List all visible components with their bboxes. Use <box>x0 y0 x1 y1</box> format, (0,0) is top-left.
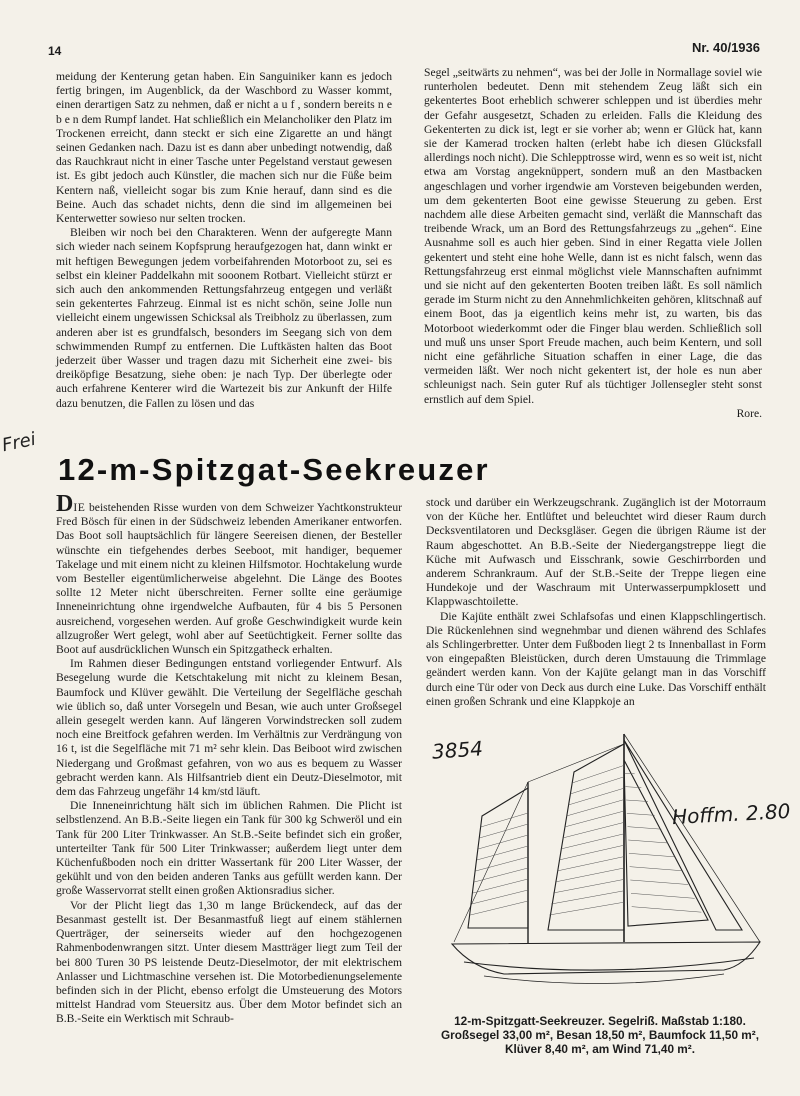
article-column-left <box>56 491 402 1027</box>
paragraph: Vor der Plicht liegt das 1,30 m lange Brückendeck, auf das der Besanmast gestellt ist. Der Besanmastfuß liegt auf einem stählernen Querträger, der seinerseits wieder auf den hochgezogenen Rahmenbodenwrangen sitzt. Unter diesem Mastträger liegt zum Teil der bei 800 Turen 30 PS leistende Deutz-Dieselmotor, der mit elektrischem Anlasser und Lichtmaschine versehen ist. Die Motorbedienungselemente befinden sich in der Plicht, ebenso erfolgt die Umsteuerung des Motors mittelst Handrad vom Steuersitz aus. Über dem Motor befindet sich an B.B.-Seite ein Werktisch mit Schraub- <box>56 898 402 1026</box>
handwritten-signature: Hoffm. 2.80 <box>671 798 791 830</box>
sail-seam-line <box>473 879 528 893</box>
figure-caption: 12-m-Spitzgatt-Seekreuzer. Segelriß. Maßstab 1:180. Großsegel 33,00 m², Besan 18,50 m², Baumfock 11,50 m², Klüver 8,40 m², am Wind 71,40 m². <box>440 1014 759 1056</box>
sail-seam-line <box>477 846 528 860</box>
sail-seam-line <box>625 787 641 788</box>
handwritten-number: 3854 <box>431 736 484 764</box>
mainsail <box>548 744 624 930</box>
lead-paragraph <box>56 491 402 657</box>
triatic-stay <box>528 744 624 782</box>
sail-seam-line <box>628 840 668 843</box>
article-title: 12-m-Spitzgat-Seekreuzer <box>58 452 490 487</box>
previous-article-column-left <box>56 70 392 411</box>
sail-seam-line <box>479 824 528 838</box>
paragraph: stock und darüber ein Werkzeugschrank. Zugänglich ist der Motorraum von der Küche her. Entlüftet und beleuchtet wird dieser Raum durch Decksventilatoren und Decksgläser. Gegen die übrigen Räume ist der Raum abgeschottet. An B.B.-Seite der Niedergangstreppe liegt die Küche mit Aufwasch und Eisschrank, sowie Geschirrborden und anderem Schrankraum. Auf der St.B.-Seite der Treppe liegen eine Hundekoje und der Waschraum mit Unterwasserpumpklosett und Klappwaschtoilette. <box>426 496 766 609</box>
author-signoff: Rore. <box>736 406 762 420</box>
margin-handwriting: Frei <box>0 428 38 457</box>
lead-caps: IE <box>73 501 86 514</box>
sail-seam-line <box>476 857 529 871</box>
sail-seam-line <box>632 907 702 913</box>
sail-seam-line <box>549 902 624 915</box>
drop-cap: D <box>56 491 74 517</box>
sail-seam-line <box>630 880 688 885</box>
sail-seam-line <box>570 777 624 794</box>
mizzen-sail <box>468 788 528 928</box>
sail-seam-line <box>563 822 624 838</box>
sail-seam-line <box>628 827 662 830</box>
paragraph: Die Inneneinrichtung hält sich im üblichen Rahmen. Die Plicht ist selbstlenzend. An B.B.-Seite liegen ein Tank für 300 kg Schweröl und ein Tank für 200 Liter Trinkwasser. An St.B.-Seite befindet sich ein großer, unterteilter Tank für 500 Liter Trinkwasser; außerdem liegt unter dem Küchenfußboden noch ein dritter Wassertank für 200 Liter Wasser, der gekühlt und von den beiden anderen Tanks aus gefüllt werden kann. Der große Wasservorrat stellt einen großen Aktionsradius sicher. <box>56 799 402 898</box>
sail-seam-line <box>630 867 682 871</box>
sail-seam-line <box>568 788 624 805</box>
keel-line <box>484 974 724 984</box>
paragraph: Bleiben wir noch bei den Charakteren. Wenn der aufgeregte Mann sich wieder nach seinem Kopfsprung heraufgezogen hat, dann winkt er mit heftigen Bewegungen jedem vorbeifahrenden Motorboot zu, sei es selbst ein kleiner Paddelkahn mit sooonem Rotbart. Vielleicht stürzt er sich auch den ankommenden Rettungsfahrzeug entgegen und verläßt sein gekentertes Fahrzeug. Einmal ist es nicht schön, seine Jolle nun vielleicht einem ungewissen Schicksal als Treibholz zu überlassen, zum anderen aber ist es grundfalsch, besonders im Seegang sich von dem schwimmenden Rumpf zu entfernen. Die Luftkästen halten das Boot jederzeit über Wasser und tragen dazu mit Sicherheit eine zwei- bis dreiköpfige Besatzung, siehe oben: je nach Typ. Der überlegte oder auch erfahrene Kenterer wird die Wartezeit bis zur Ankunft der Hilfe dazu benutzen, die Fallen zu lösen und das <box>56 226 392 410</box>
paragraph: meidung der Kenterung getan haben. Ein Sanguiniker kann es jedoch fertig bringen, im Augenblick, da der Waschbord zu Wasser kommt, einen derartigen Satz zu nehmen, daß er nicht a u f , sondern bereits n e b e n dem Rumpf landet. Hat schließlich ein Melancholiker den Platz im Trockenen erreicht, dann steckt er sich eine Zigarette an und hängt seinen Gedanken nach. Dazu ist es dann aber unbedingt notwendig, daß das Rauchkraut nicht in einer Tasche unter Pegelstand verstaut gewesen ist. Es gibt jedoch auch Künstler, die machen sich nur die Füße beim Kentern naß, vielleicht sogar bis zum Knie herauf, dann sind es die Beine. Auch das schadet nichts, denn die sind im allgemeinen bei Kenterwetter sowieso nur selten trocken. <box>56 70 392 226</box>
sail-seam-line <box>553 879 624 893</box>
sail-seam-line <box>472 890 528 904</box>
paragraph: Die Kajüte enthält zwei Schlafsofas und einen Klappschlingertisch. Die Rückenlehnen sind wegnehmbar und dienen während des Schlafes als Schlingerbretter. Unter dem Fußboden liegt 2 ts Innenballast in Form von eingepaßten Bleistücken, durch deren Umstauung die Trimmlage geändert werden kann. Von der Kajüte gelangt man in das Vorschiff durch eine Tür oder von Deck aus durch eine Luke. Das Vorschiff enthält einen großen Schrank und eine Klappkoje an <box>426 609 766 708</box>
sail-seam-line <box>555 868 624 882</box>
page-number: 14 <box>48 44 62 58</box>
paragraph: Segel „seitwärts zu nehmen“, was bei der Jolle in Normallage soviel wie runterholen bedeutet. Denn mit stehendem Zeug läßt sich ein gekentertes Boot erheblich schwerer schleppen und ist überdies mehr der Gefahr ausgesetzt, Schaden zu erleiden. Falls die Kleidung des Gekenterten zu dick ist, legt er sie vorher ab; wenn er Glück hat, kann sie der Kamerad trocken halten (erlebt habe ich diesen Glücksfall allerdings noch nicht). Die Schlepptrosse wird, wenn es so weit ist, nicht etwa am Vorstag angeknüppert, sondern muß an den Mastbacken angeschlagen und vorher irgendwie am Vorsteven beigebunden werden, um dem gekenterten Boot eine gewisse Steuerung zu geben. Erst nachdem alle diese Arbeiten gemacht sind, verläßt die Mannschaft das treibende Wrack, um an Bord des Rettungsfahrzeugs zu „gehen“. Eine Ausnahme soll es auch hier geben. Sind in einer Regatta viele Jollen gekentert und steht eine hohe Welle, dann ist es nicht falsch, wenn das Rettungsfahrzeug erst einmal möglichst viele Mannschaften aufnimmt und sie nicht auf den gekenterten Booten treiben läßt. Es soll nämlich gerade im Sturm nicht zu den Annehmlichkeiten gehören, klitschnaß auf einem Boot, das ja eigentlich keins mehr ist, zu warten, bis das Motorboot wiederkommt oder die Finger blau werden. Schließlich soll und muß uns unser Sport Freude machen, auch beim Kentern, und soll nicht eine gefährliche Situation schaffen in einer Lage, die das vermeiden läßt. Wer noch nicht gekentert ist, der hole es nun aber schleunigst nach. Sein guter Ruf als tüchtiger Jollensegler steht sonst ernstlich auf dem Spiel. <box>424 66 762 406</box>
sail-plan-drawing <box>424 730 780 1008</box>
sail-seam-line <box>557 857 624 871</box>
backstay <box>454 782 528 942</box>
hull-bottom-line <box>464 958 754 970</box>
hull-outline <box>452 942 760 974</box>
sail-seam-line <box>572 765 624 783</box>
sail-seam-line <box>559 845 624 860</box>
lead-text: beistehenden Risse wurden von dem Schweizer Yachtkonstrukteur Fred Bösch für einen in der Südschweiz lebenden Amerikaner entworfen. Das Boot soll hauptsächlich für längere Seereisen dienen, der Besteller wünschte ein tiefgehendes derbes Seeboot, mit handiger, bequemer Takelage und mit einem nicht zu kleinen Hilfsmotor. Hochtakelung wurde vom Besteller eigentümlicherweise abgelehnt. Die Länge des Bootes sollte 12 Meter nicht überschreiten. Ferner sollte eine geräumige Inneneinrichtung ohne irgendwelche Aufbauten, für 4 bis 5 Personen ausreichend, vorgesehen werden. Auf große Geschwindigkeit wurde kein allzugroßer Wert gelegt, wohl aber auf Seetüchtigkeit. Ferner sollte das Boot auf ausdrücklichen Wunsch ein Spitzgatheck erhalten. <box>56 501 402 657</box>
jib <box>624 740 742 930</box>
sail-seam-line <box>625 773 635 774</box>
sail-seam-line <box>551 891 624 904</box>
sail-seam-line <box>474 868 528 882</box>
sail-seam-line <box>627 813 655 815</box>
sail-seam-line <box>629 853 675 857</box>
sail-seam-line <box>631 893 695 898</box>
page-header <box>48 40 760 62</box>
sail-seam-line <box>470 901 528 915</box>
issue-number: Nr. 40/1936 <box>692 40 760 55</box>
sail-seam-line <box>478 835 528 849</box>
paragraph: Im Rahmen dieser Bedingungen entstand vorliegender Entwurf. Als Besegelung wurde die Ketschtakelung mit nicht zu kleinem Besan, Baumfock und Klüver gewählt. Die Verteilung der Segelfläche geschah wie üblich so, daß unter Vorsegeln und Besan, wie auch unter Großsegel allein gesegelt werden kann. Auf längeren Vorwindstrecken soll zudem noch eine Breitfock gefahren werden. Im Verhältnis zur Verdrängung von 16 t, ist die Segelfläche mit 71 m² sehr klein. Das Beiboot wird zwischen Niedergang und Großmast gefahren, von wo aus es bequem zu Wasser gebracht werden kann. Als Hilfsantrieb dient ein Deutz-Dieselmotor, mit dem das Fahrzeug ungefähr 14 km/std läuft. <box>56 657 402 799</box>
article-column-right <box>426 496 766 709</box>
previous-article-column-right <box>424 66 762 421</box>
sail-seam-line <box>481 813 528 827</box>
forestay <box>624 734 760 942</box>
